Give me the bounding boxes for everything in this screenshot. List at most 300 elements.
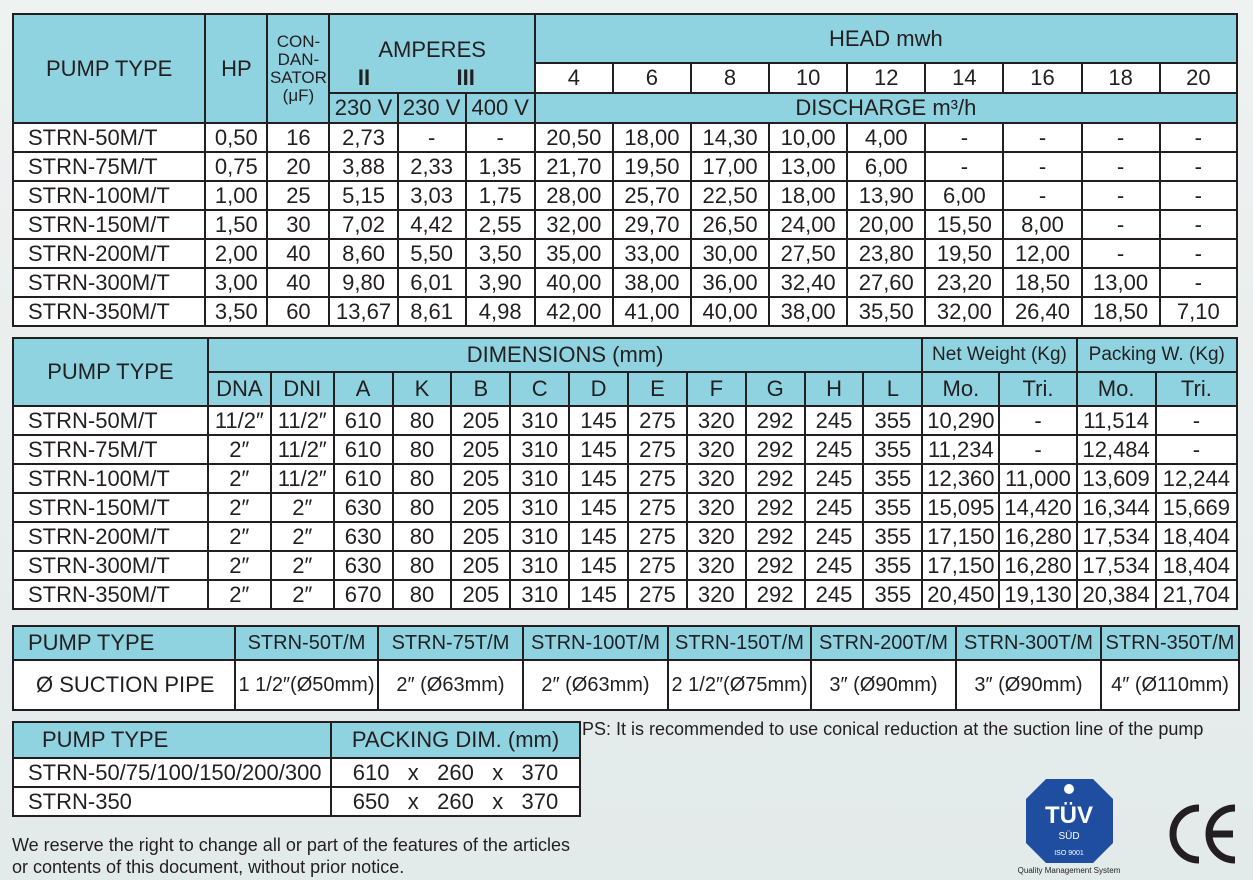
value-cell: 2,55 — [466, 210, 535, 239]
value-cell: 17,00 — [691, 152, 769, 181]
suction-size-cell: 4″ (Ø110mm) — [1101, 660, 1239, 710]
value-cell: 355 — [863, 522, 922, 551]
value-cell: 20,00 — [847, 210, 925, 239]
value-cell: 25 — [267, 181, 329, 210]
value-cell: - — [1156, 435, 1237, 464]
value-cell: 12,360 — [922, 464, 999, 493]
value-cell: 2″ — [271, 493, 334, 522]
dimension-col-header: H — [805, 372, 864, 406]
value-cell: 275 — [628, 551, 687, 580]
value-cell: 7,02 — [329, 210, 397, 239]
value-cell: 8,60 — [329, 239, 397, 268]
value-cell: 145 — [569, 522, 628, 551]
value-cell: 13,00 — [769, 152, 847, 181]
dimension-col-header: C — [510, 372, 569, 406]
value-cell: 320 — [687, 522, 746, 551]
head-6: 6 — [613, 63, 691, 93]
value-cell: 275 — [628, 464, 687, 493]
dimension-col-header: DNA — [208, 372, 271, 406]
amperes-header — [329, 14, 534, 63]
tuv-iso: ISO 9001 — [1054, 850, 1084, 857]
value-cell: 310 — [510, 493, 569, 522]
packing-row — [13, 758, 580, 787]
value-cell: 205 — [451, 580, 510, 609]
voltage-400-three: 400 V — [466, 93, 535, 123]
model-header: STRN-300T/M — [956, 626, 1101, 660]
value-cell: 630 — [334, 522, 393, 551]
value-cell: 17,534 — [1077, 551, 1156, 580]
value-cell: 40 — [267, 239, 329, 268]
value-cell: 292 — [746, 435, 805, 464]
value-cell: 205 — [451, 435, 510, 464]
value-cell: 630 — [334, 551, 393, 580]
value-cell: 25,70 — [613, 181, 691, 210]
dimension-row — [13, 406, 1237, 435]
pump-type-header: PUMP TYPE — [13, 14, 205, 123]
suction-size-cell: 3″ (Ø90mm) — [956, 660, 1101, 710]
value-cell: 275 — [628, 493, 687, 522]
value-cell: 19,50 — [925, 239, 1003, 268]
value-cell: 27,60 — [847, 268, 925, 297]
dimension-col-header: DNI — [271, 372, 334, 406]
value-cell: 21,70 — [535, 152, 613, 181]
value-cell: 80 — [393, 493, 452, 522]
value-cell: 670 — [334, 580, 393, 609]
performance-rows — [13, 123, 1237, 326]
packing-dim-cell: 650 x 260 x 370 — [331, 787, 580, 816]
condensator-line3: SATOR — [269, 67, 327, 87]
value-cell: 6,00 — [925, 181, 1003, 210]
value-cell: 80 — [393, 522, 452, 551]
value-cell: 2,00 — [205, 239, 267, 268]
value-cell: 292 — [746, 464, 805, 493]
value-cell: 355 — [863, 464, 922, 493]
dimension-col-header: B — [451, 372, 510, 406]
value-cell: 2″ — [208, 464, 271, 493]
value-cell: - — [1003, 181, 1081, 210]
value-cell: 3,90 — [466, 268, 535, 297]
head-8: 8 — [691, 63, 769, 93]
head-20: 20 — [1160, 63, 1237, 93]
pump-model-cell: STRN-200M/T — [13, 239, 205, 268]
value-cell: 3,00 — [205, 268, 267, 297]
dimension-rows — [13, 406, 1237, 609]
value-cell: 205 — [451, 406, 510, 435]
value-cell: 310 — [510, 464, 569, 493]
value-cell: 14,420 — [999, 493, 1076, 522]
packing-dim-cell: 610 x 260 x 370 — [331, 758, 580, 787]
value-cell: - — [1082, 239, 1160, 268]
model-header: STRN-150T/M — [668, 626, 811, 660]
dimension-row — [13, 522, 1237, 551]
head-14: 14 — [925, 63, 1003, 93]
value-cell: 38,00 — [769, 297, 847, 326]
dimension-col-header: F — [687, 372, 746, 406]
performance-row — [13, 181, 1237, 210]
value-cell: 310 — [510, 580, 569, 609]
suction-size-cell: 1 1/2″(Ø50mm) — [235, 660, 378, 710]
pump-model-cell: STRN-350 — [13, 787, 331, 816]
value-cell: 26,40 — [1003, 297, 1081, 326]
value-cell: 292 — [746, 580, 805, 609]
packing-weight-header: Packing W. (Kg) — [1077, 338, 1237, 372]
value-cell: 20,50 — [535, 123, 613, 152]
value-cell: 30 — [267, 210, 329, 239]
value-cell: 13,67 — [329, 297, 397, 326]
value-cell: 35,00 — [535, 239, 613, 268]
pump-model-cell: STRN-150M/T — [13, 493, 208, 522]
value-cell: - — [1082, 181, 1160, 210]
value-cell: 2″ — [208, 522, 271, 551]
dimension-col-header: L — [863, 372, 922, 406]
value-cell: 205 — [451, 551, 510, 580]
value-cell: 2″ — [271, 522, 334, 551]
value-cell: - — [1160, 152, 1237, 181]
dimension-row — [13, 580, 1237, 609]
value-cell: 145 — [569, 493, 628, 522]
pump-model-cell: STRN-50M/T — [13, 123, 205, 152]
tuv-caption: Quality Management System — [1017, 866, 1121, 875]
dimension-col-header: Tri. — [1156, 372, 1237, 406]
head-10: 10 — [769, 63, 847, 93]
suction-header-row — [13, 626, 1239, 660]
value-cell: 10,00 — [769, 123, 847, 152]
value-cell: 12,244 — [1156, 464, 1237, 493]
value-cell: 18,00 — [769, 181, 847, 210]
value-cell: 145 — [569, 435, 628, 464]
value-cell: 16 — [267, 123, 329, 152]
value-cell: 320 — [687, 464, 746, 493]
pump-type-header: PUMP TYPE — [13, 338, 208, 406]
performance-row — [13, 239, 1237, 268]
value-cell: 2″ — [208, 435, 271, 464]
value-cell: 310 — [510, 522, 569, 551]
value-cell: 32,40 — [769, 268, 847, 297]
value-cell: 0,75 — [205, 152, 267, 181]
value-cell: 38,00 — [613, 268, 691, 297]
value-cell: 7,10 — [1160, 297, 1237, 326]
value-cell: 16,280 — [999, 551, 1076, 580]
value-cell: 320 — [687, 435, 746, 464]
value-cell: 6,00 — [847, 152, 925, 181]
value-cell: 30,00 — [691, 239, 769, 268]
performance-row — [13, 268, 1237, 297]
value-cell: 2″ — [208, 551, 271, 580]
value-cell: - — [1160, 268, 1237, 297]
value-cell: 2,33 — [398, 152, 466, 181]
value-cell: 80 — [393, 551, 452, 580]
value-cell: 4,00 — [847, 123, 925, 152]
value-cell: 17,150 — [922, 522, 999, 551]
dimension-row — [13, 493, 1237, 522]
value-cell: 23,20 — [925, 268, 1003, 297]
value-cell: 13,90 — [847, 181, 925, 210]
performance-row — [13, 210, 1237, 239]
value-cell: 15,669 — [1156, 493, 1237, 522]
hp-header: HP — [205, 14, 267, 123]
value-cell: 292 — [746, 406, 805, 435]
value-cell: 205 — [451, 522, 510, 551]
value-cell: 15,095 — [922, 493, 999, 522]
suction-pipe-table — [12, 625, 1240, 711]
value-cell: 16,280 — [999, 522, 1076, 551]
pump-model-cell: STRN-150M/T — [13, 210, 205, 239]
value-cell: - — [1003, 152, 1081, 181]
dimension-col-header: Mo. — [922, 372, 999, 406]
value-cell: 310 — [510, 435, 569, 464]
pump-type-header: PUMP TYPE — [13, 722, 331, 758]
value-cell: - — [1160, 123, 1237, 152]
value-cell: 20,450 — [922, 580, 999, 609]
value-cell: 5,15 — [329, 181, 397, 210]
voltage-230-single: 230 V — [329, 93, 397, 123]
dimension-col-header: Tri. — [999, 372, 1076, 406]
value-cell: 18,404 — [1156, 551, 1237, 580]
dimension-row — [13, 435, 1237, 464]
pump-model-cell: STRN-75M/T — [13, 152, 205, 181]
value-cell: 205 — [451, 493, 510, 522]
value-cell: 11/2″ — [271, 435, 334, 464]
footer-note: We reserve the right to change all or part of the features of the articles or contents of this document, without prior notice. — [12, 835, 570, 877]
value-cell: 4,42 — [398, 210, 466, 239]
tuv-certification-logo — [1003, 775, 1138, 875]
value-cell: 275 — [628, 435, 687, 464]
packing-row — [13, 787, 580, 816]
value-cell: 145 — [569, 580, 628, 609]
value-cell: 320 — [687, 406, 746, 435]
value-cell: 24,00 — [769, 210, 847, 239]
value-cell: 355 — [863, 551, 922, 580]
value-cell: 18,50 — [1082, 297, 1160, 326]
value-cell: 40,00 — [535, 268, 613, 297]
dimension-col-header: K — [393, 372, 452, 406]
value-cell: 2″ — [208, 493, 271, 522]
performance-row — [13, 297, 1237, 326]
pump-model-cell: STRN-350M/T — [13, 580, 208, 609]
value-cell: 2,73 — [329, 123, 397, 152]
value-cell: 3,03 — [398, 181, 466, 210]
head-header: HEAD mwh — [535, 14, 1237, 63]
value-cell: 1,00 — [205, 181, 267, 210]
value-cell: 27,50 — [769, 239, 847, 268]
value-cell: 11/2″ — [271, 406, 334, 435]
value-cell: 40,00 — [691, 297, 769, 326]
value-cell: 17,534 — [1077, 522, 1156, 551]
value-cell: 3,50 — [205, 297, 267, 326]
value-cell: 29,70 — [613, 210, 691, 239]
value-cell: 80 — [393, 580, 452, 609]
value-cell: - — [466, 123, 535, 152]
head-16: 16 — [1003, 63, 1081, 93]
pump-model-cell: STRN-50/75/100/150/200/300 — [13, 758, 331, 787]
value-cell: 355 — [863, 493, 922, 522]
value-cell: 205 — [451, 464, 510, 493]
value-cell: 610 — [334, 464, 393, 493]
value-cell: 275 — [628, 580, 687, 609]
value-cell: - — [1160, 210, 1237, 239]
head-18: 18 — [1082, 63, 1160, 93]
value-cell: 32,00 — [535, 210, 613, 239]
value-cell: 292 — [746, 522, 805, 551]
value-cell: 8,61 — [398, 297, 466, 326]
value-cell: 23,80 — [847, 239, 925, 268]
value-cell: 8,00 — [1003, 210, 1081, 239]
value-cell: - — [1160, 239, 1237, 268]
value-cell: 80 — [393, 406, 452, 435]
pump-model-cell: STRN-75M/T — [13, 435, 208, 464]
head-4: 4 — [535, 63, 613, 93]
value-cell: - — [398, 123, 466, 152]
value-cell: 13,609 — [1077, 464, 1156, 493]
value-cell: 292 — [746, 551, 805, 580]
value-cell: 6,01 — [398, 268, 466, 297]
suction-size-cell: 3″ (Ø90mm) — [811, 660, 956, 710]
pump-model-cell: STRN-50M/T — [13, 406, 208, 435]
value-cell: 18,00 — [613, 123, 691, 152]
value-cell: - — [999, 406, 1076, 435]
value-cell: 2″ — [271, 580, 334, 609]
pump-model-cell: STRN-300M/T — [13, 551, 208, 580]
condensator-line2: DAN- — [277, 49, 320, 69]
value-cell: 245 — [805, 406, 864, 435]
value-cell: 10,290 — [922, 406, 999, 435]
head-12: 12 — [847, 63, 925, 93]
value-cell: 22,50 — [691, 181, 769, 210]
value-cell: 275 — [628, 522, 687, 551]
performance-table — [12, 13, 1238, 327]
value-cell: 11,000 — [999, 464, 1076, 493]
suction-pipe-label: Ø SUCTION PIPE — [13, 660, 235, 710]
dimensions-header: DIMENSIONS (mm) — [208, 338, 922, 372]
pump-model-cell: STRN-200M/T — [13, 522, 208, 551]
value-cell: 42,00 — [535, 297, 613, 326]
value-cell: 18,404 — [1156, 522, 1237, 551]
value-cell: 245 — [805, 580, 864, 609]
value-cell: 13,00 — [1082, 268, 1160, 297]
condensator-line1: CON- — [276, 31, 321, 51]
value-cell: 355 — [863, 406, 922, 435]
value-cell: - — [925, 123, 1003, 152]
phase-single: II — [329, 63, 397, 93]
value-cell: 32,00 — [925, 297, 1003, 326]
value-cell: 18,50 — [1003, 268, 1081, 297]
value-cell: 320 — [687, 551, 746, 580]
value-cell: 11,514 — [1077, 406, 1156, 435]
condensator-header — [267, 14, 329, 123]
value-cell: 80 — [393, 464, 452, 493]
pump-model-cell: STRN-100M/T — [13, 181, 205, 210]
performance-row — [13, 123, 1237, 152]
dimension-col-header: E — [628, 372, 687, 406]
value-cell: 0,50 — [205, 123, 267, 152]
value-cell: 28,00 — [535, 181, 613, 210]
amperes-label: AMPERES — [378, 37, 486, 62]
value-cell: 145 — [569, 551, 628, 580]
value-cell: 630 — [334, 493, 393, 522]
tuv-sub: SÜD — [1058, 831, 1080, 842]
dimension-col-header: G — [746, 372, 805, 406]
model-header: STRN-100T/M — [523, 626, 668, 660]
value-cell: 310 — [510, 551, 569, 580]
value-cell: 11/2″ — [271, 464, 334, 493]
value-cell: 2″ — [208, 580, 271, 609]
value-cell: 1,50 — [205, 210, 267, 239]
pump-model-cell: STRN-350M/T — [13, 297, 205, 326]
value-cell: - — [1160, 181, 1237, 210]
value-cell: 11,234 — [922, 435, 999, 464]
value-cell: 145 — [569, 406, 628, 435]
value-cell: 19,130 — [999, 580, 1076, 609]
phase-three: III — [398, 63, 535, 93]
condensator-unit: (μF) — [282, 85, 315, 105]
value-cell: 12,484 — [1077, 435, 1156, 464]
value-cell: 245 — [805, 435, 864, 464]
value-cell: 275 — [628, 406, 687, 435]
value-cell: 610 — [334, 406, 393, 435]
pump-model-cell: STRN-300M/T — [13, 268, 205, 297]
value-cell: 310 — [510, 406, 569, 435]
value-cell: 40 — [267, 268, 329, 297]
value-cell: 3,50 — [466, 239, 535, 268]
value-cell: 26,50 — [691, 210, 769, 239]
pump-model-cell: STRN-100M/T — [13, 464, 208, 493]
value-cell: 33,00 — [613, 239, 691, 268]
value-cell: 292 — [746, 493, 805, 522]
ce-mark-logo — [1165, 798, 1240, 870]
value-cell: 355 — [863, 435, 922, 464]
dimension-row — [13, 464, 1237, 493]
value-cell: 14,30 — [691, 123, 769, 152]
discharge-header: DISCHARGE m³/h — [535, 93, 1237, 123]
value-cell: 12,00 — [1003, 239, 1081, 268]
value-cell: - — [999, 435, 1076, 464]
value-cell: 355 — [863, 580, 922, 609]
suction-size-cell: 2″ (Ø63mm) — [378, 660, 523, 710]
model-header: STRN-200T/M — [811, 626, 956, 660]
value-cell: 60 — [267, 297, 329, 326]
value-cell: 320 — [687, 493, 746, 522]
value-cell: 21,704 — [1156, 580, 1237, 609]
value-cell: 245 — [805, 551, 864, 580]
value-cell: - — [925, 152, 1003, 181]
value-cell: 2″ — [271, 551, 334, 580]
ps-note: PS: It is recommended to use conical reduction at the suction line of the pump — [582, 719, 1204, 739]
value-cell: 245 — [805, 464, 864, 493]
value-cell: 610 — [334, 435, 393, 464]
packing-dim-rows — [13, 758, 580, 816]
dimension-col-header: D — [569, 372, 628, 406]
voltage-230-three: 230 V — [398, 93, 466, 123]
dimension-row — [13, 551, 1237, 580]
pump-type-header: PUMP TYPE — [13, 626, 235, 660]
value-cell: 3,88 — [329, 152, 397, 181]
value-cell: 4,98 — [466, 297, 535, 326]
value-cell: 80 — [393, 435, 452, 464]
suction-size-cell: 2″ (Ø63mm) — [523, 660, 668, 710]
suction-value-row — [13, 660, 1239, 710]
value-cell: 245 — [805, 522, 864, 551]
value-cell: 11/2″ — [208, 406, 271, 435]
value-cell: 15,50 — [925, 210, 1003, 239]
model-header: STRN-350T/M — [1101, 626, 1239, 660]
value-cell: 17,150 — [922, 551, 999, 580]
value-cell: 20 — [267, 152, 329, 181]
value-cell: 320 — [687, 580, 746, 609]
value-cell: 1,75 — [466, 181, 535, 210]
value-cell: - — [1156, 406, 1237, 435]
value-cell: - — [1082, 152, 1160, 181]
model-header: STRN-75T/M — [378, 626, 523, 660]
